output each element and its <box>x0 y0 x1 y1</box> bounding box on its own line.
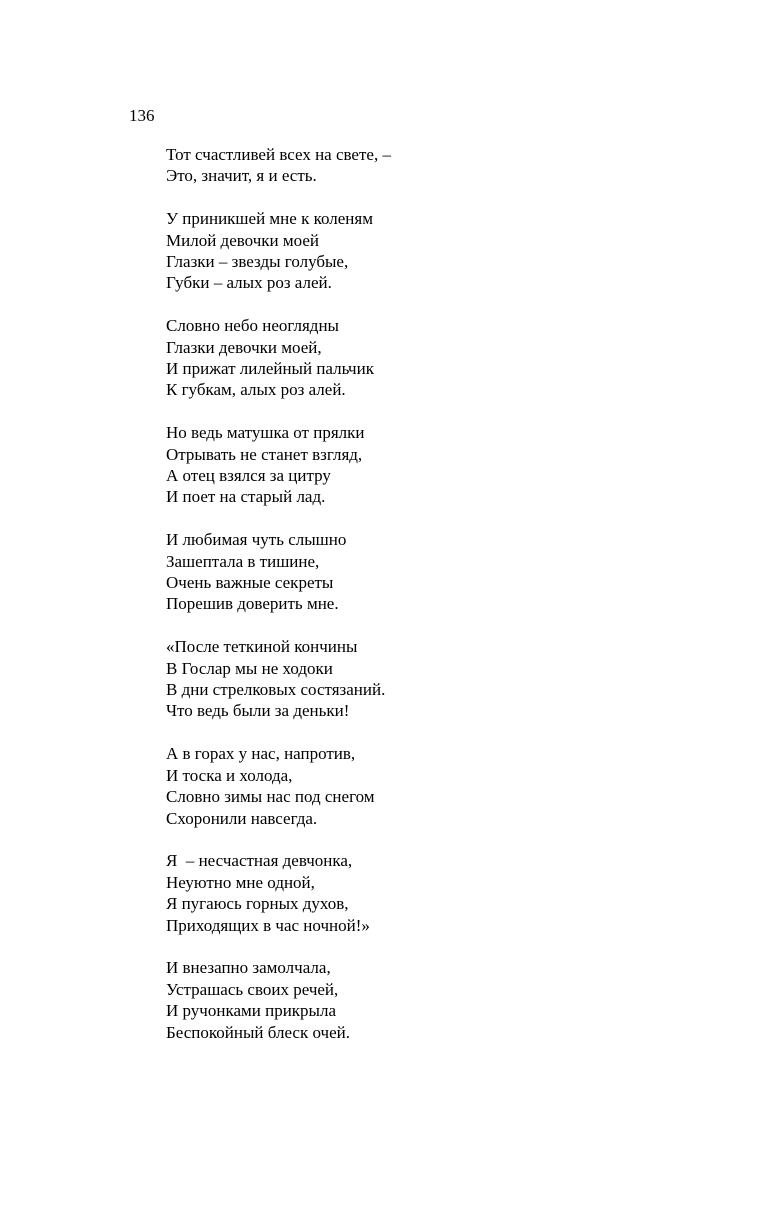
page-number: 136 <box>129 106 155 125</box>
stanza <box>166 529 726 615</box>
poem-line: Беспокойный блеск очей. <box>166 1022 350 1042</box>
poem-line: И прижат лилейный пальчик <box>166 359 374 379</box>
poem-line: Глазки девочки моей, <box>166 337 322 357</box>
poem-line: Словно небо неоглядны <box>166 316 339 336</box>
poem-line: И внезапно замолчала, <box>166 958 331 978</box>
poem-line: А в горах у нас, напротив, <box>166 744 356 764</box>
stanza <box>166 422 726 508</box>
poem-line: Но ведь матушка от прялки <box>166 423 365 443</box>
poem-line: У приникшей мне к коленям <box>166 209 373 229</box>
poem-line: Приходящих в час ночной!» <box>166 915 370 935</box>
poem-line: И поет на старый лад. <box>166 487 326 507</box>
stanza <box>166 957 726 1043</box>
poem-line: Отрывать не станет взгляд, <box>166 444 363 464</box>
poem-line: Тот счастливей всех на свете, – <box>166 145 391 164</box>
stanza <box>166 208 726 294</box>
poem-line: Что ведь были за деньки! <box>166 701 350 721</box>
poem-line: Глазки – звезды голубые, <box>166 252 349 272</box>
poem-line: И тоска и холода, <box>166 765 293 785</box>
stanza <box>166 743 726 829</box>
stanza <box>166 850 726 936</box>
poem-line: «После теткиной кончины <box>166 637 358 657</box>
poem-line: Зашептала в тишине, <box>166 551 320 571</box>
poem-line: Очень важные секреты <box>166 573 334 593</box>
poem-line: Схоронили навсегда. <box>166 808 318 828</box>
poem-line: А отец взялся за цитру <box>166 466 331 486</box>
poem-line: И ручонками прикрыла <box>166 1001 337 1021</box>
poem-line: В дни стрелковых состязаний. <box>166 680 386 700</box>
stanza <box>166 636 726 722</box>
stanza <box>166 144 726 187</box>
poem-line: Это, значит, я и есть. <box>166 166 317 186</box>
poem-line: Я – несчастная девчонка, <box>166 851 353 871</box>
poem <box>166 144 726 1064</box>
poem-line: Губки – алых роз алей. <box>166 273 332 293</box>
poem-line: Словно зимы нас под снегом <box>166 787 375 807</box>
poem-line: Устрашась своих речей, <box>166 979 339 999</box>
stanza <box>166 315 726 401</box>
poem-line: Я пугаюсь горных духов, <box>166 894 349 914</box>
poem-line: Порешив доверить мне. <box>166 594 339 614</box>
poem-line: Неуютно мне одной, <box>166 872 315 892</box>
poem-line: В Гослар мы не ходоки <box>166 658 333 678</box>
poem-line: К губкам, алых роз алей. <box>166 380 346 400</box>
poem-line: Милой девочки моей <box>166 230 319 250</box>
poem-line: И любимая чуть слышно <box>166 530 347 550</box>
